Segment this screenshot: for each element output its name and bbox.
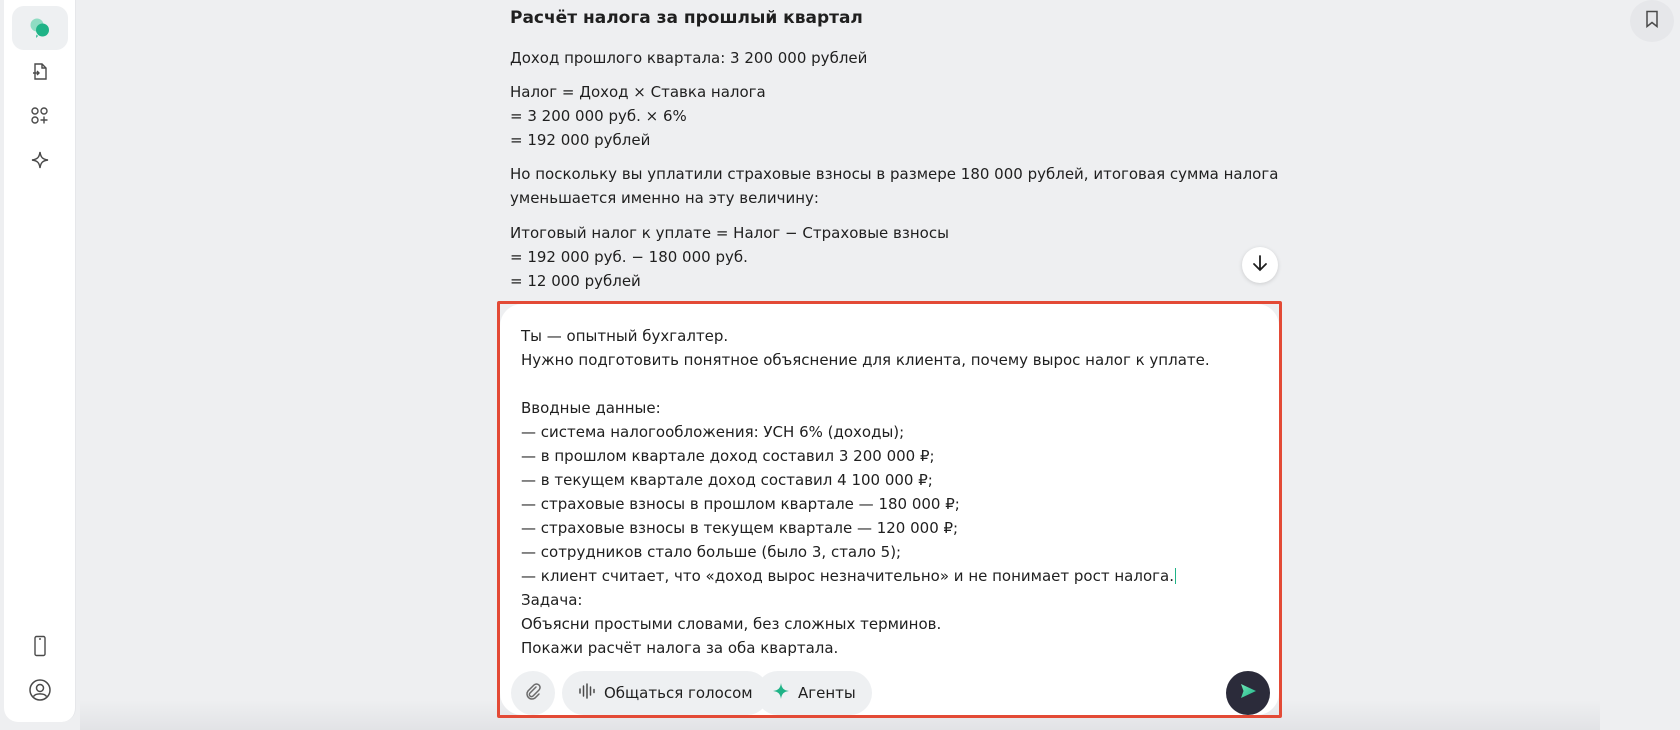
bookmark-icon [1644, 10, 1660, 32]
sidebar-item-apps[interactable] [12, 94, 68, 138]
sidebar-item-ai[interactable] [12, 138, 68, 182]
sidebar-item-profile[interactable] [12, 668, 68, 712]
arrow-down-icon [1252, 254, 1268, 276]
sidebar [4, 0, 76, 722]
prompt-line: Объясни простыми словами, без сложных терминов. [521, 615, 942, 633]
answer-line: = 192 000 руб. − 180 000 руб. [510, 248, 748, 266]
sidebar-item-mobile[interactable] [12, 624, 68, 668]
sparkle-icon [30, 150, 50, 170]
answer-line: Доход прошлого квартала: 3 200 000 рублей [510, 49, 868, 67]
chat-icon [29, 17, 51, 39]
sidebar-item-documents[interactable] [12, 50, 68, 94]
prompt-line: Нужно подготовить понятное объяснение для клиента, почему вырос налог к уплате. [521, 351, 1210, 369]
prompt-line: Вводные данные: [521, 399, 661, 417]
bookmark-button[interactable] [1630, 0, 1674, 42]
composer-highlight-frame [497, 301, 1282, 718]
answer-line: Налог = Доход × Ставка налога [510, 83, 766, 101]
prompt-line: — страховые взносы в текущем квартале — 120 000 ₽; [521, 519, 959, 537]
answer-line: Но поскольку вы уплатили страховые взносы в размере 180 000 рублей, итоговая сумма налога [510, 165, 1279, 183]
prompt-line: — в прошлом квартале доход составил 3 200 000 ₽; [521, 447, 935, 465]
answer-line: = 3 200 000 руб. × 6% [510, 107, 687, 125]
agents-label: Агенты [798, 684, 856, 702]
prompt-line: Задача: [521, 591, 583, 609]
phone-icon [30, 635, 50, 657]
sidebar-item-chat[interactable] [12, 6, 68, 50]
apps-icon [30, 106, 50, 126]
document-icon [30, 62, 50, 82]
answer-line: уменьшается именно на эту величину: [510, 189, 819, 207]
voice-chat-label: Общаться голосом [604, 684, 753, 702]
prompt-line: — страховые взносы в прошлом квартале — 180 000 ₽; [521, 495, 960, 513]
prompt-line: — сотрудников стало больше (было 3, стало 5); [521, 543, 902, 561]
answer-title: Расчёт налога за прошлый квартал [510, 8, 863, 28]
scroll-to-bottom-button[interactable] [1242, 247, 1278, 283]
prompt-line: Покажи расчёт налога за оба квартала. [521, 639, 839, 657]
answer-line: = 12 000 рублей [510, 272, 641, 290]
prompt-line: — система налогообложения: УСН 6% (доходы); [521, 423, 905, 441]
prompt-line-text: — клиент считает, что «доход вырос незначительно» и не понимает рост налога. [521, 567, 1174, 585]
answer-line: Итоговый налог к уплате = Налог − Страховые взносы [510, 224, 949, 242]
profile-icon [28, 678, 52, 702]
prompt-line: — в текущем квартале доход составил 4 100 000 ₽; [521, 471, 933, 489]
prompt-line: Ты — опытный бухгалтер. [521, 327, 729, 345]
answer-line: = 192 000 рублей [510, 131, 651, 149]
